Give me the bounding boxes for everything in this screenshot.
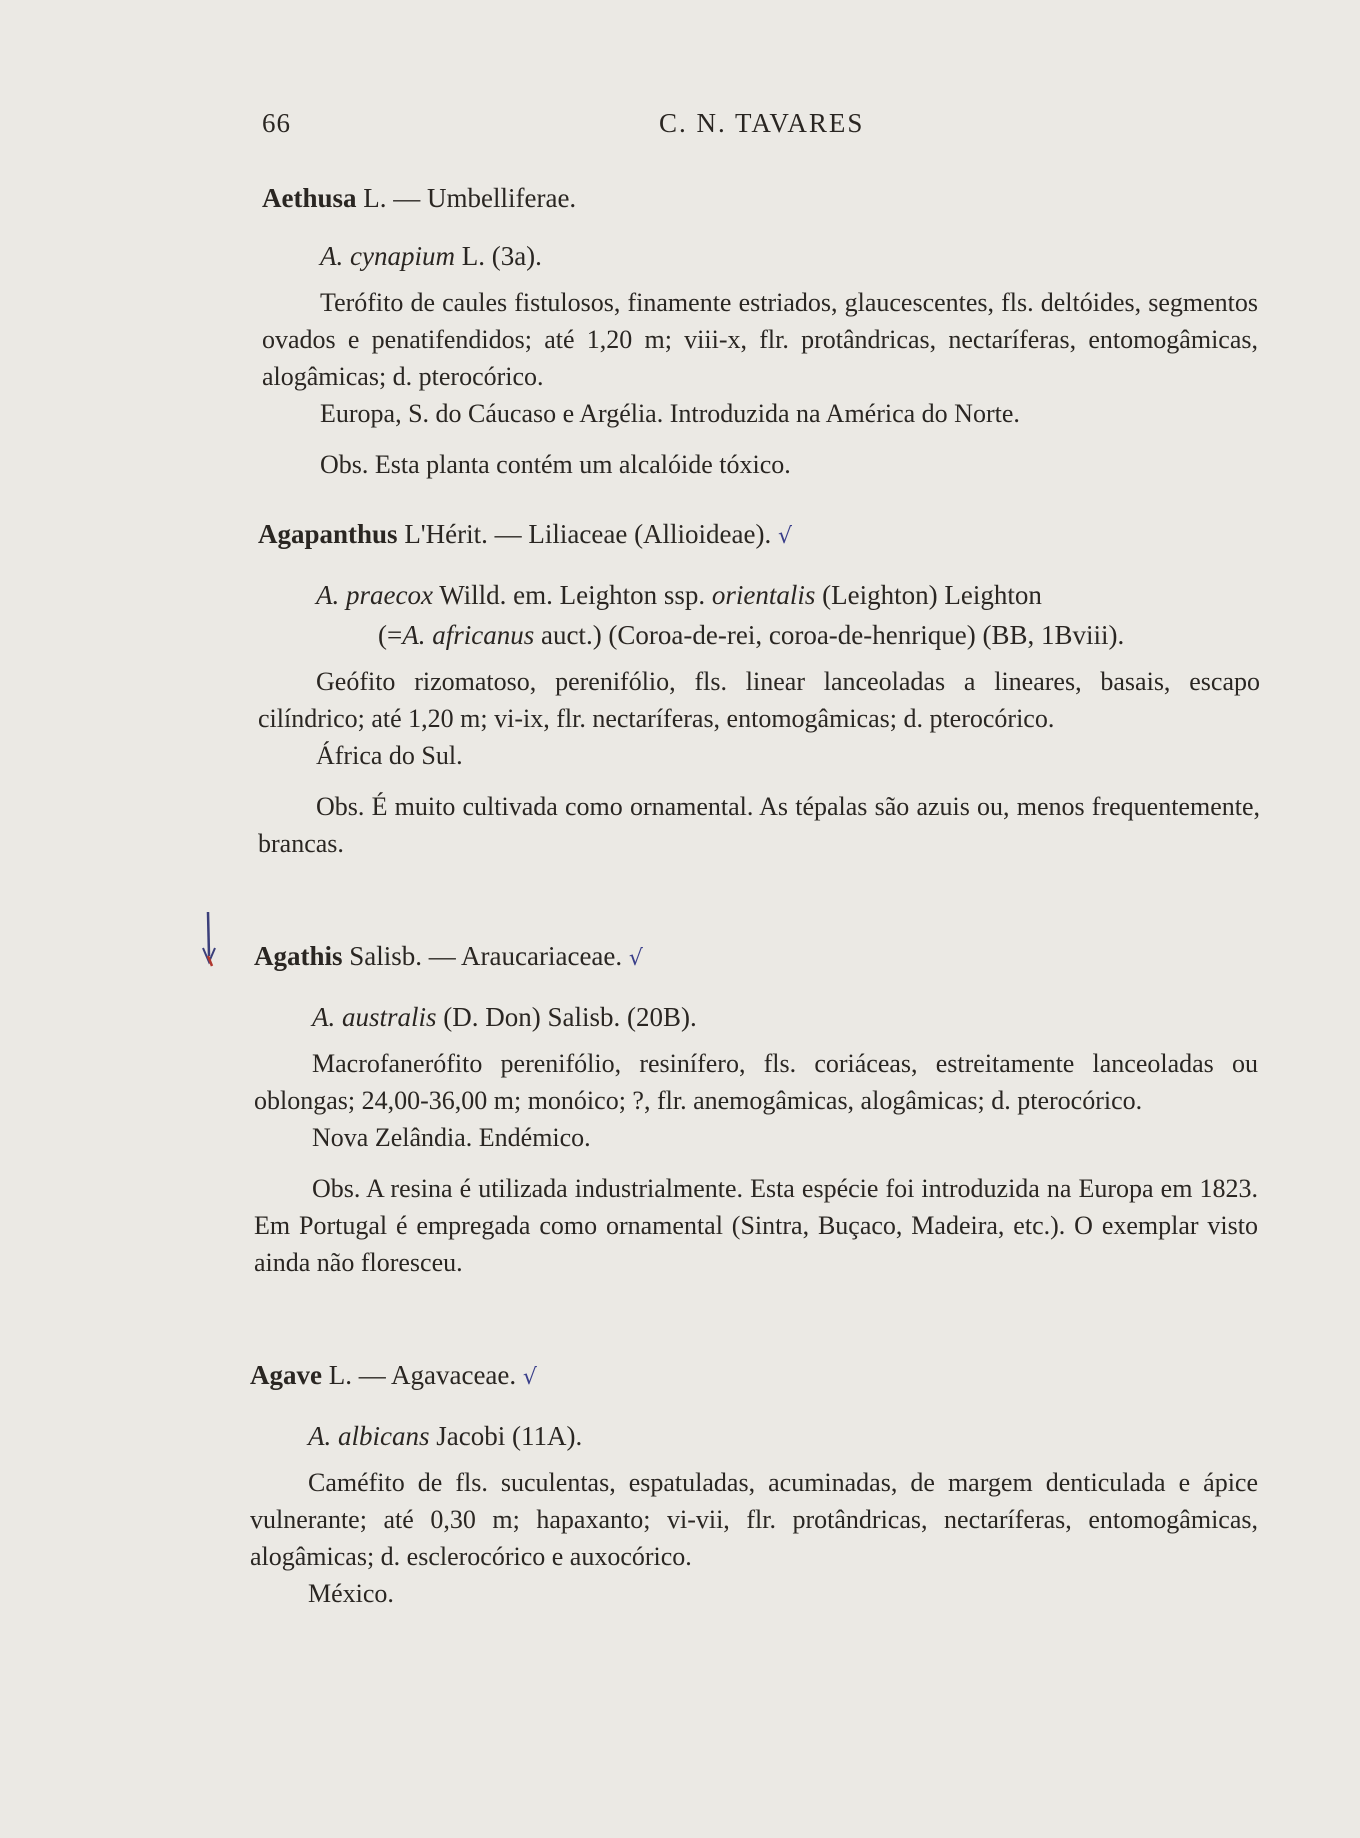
genus-authority-family: Salisb. — Araucariaceae. [342, 941, 623, 971]
species-genus-abbr: A. [308, 1421, 338, 1451]
species-observation: Obs. Esta planta contém um alcalóide tóxico. [320, 450, 791, 479]
entry-aethusa [262, 178, 1258, 483]
species-heading [250, 1416, 1258, 1456]
species-description: Geófito rizomatoso, perenifólio, fls. linear lanceoladas a lineares, basais, escapo cilíndrico; até 1,20 m; vi-ix, flr. nectaríferas, entomogâmicas; d. pterocórico. [258, 667, 1260, 733]
synonym-name: A. africanus [402, 620, 535, 650]
species-observation: Obs. É muito cultivada como ornamental. As tépalas são azuis ou, menos frequentemente, brancas. [258, 792, 1260, 858]
check-mark: √ [522, 1365, 537, 1390]
check-mark: √ [778, 524, 793, 549]
genus-authority-family: L'Hérit. — Liliaceae (Allioideae). [397, 519, 772, 549]
check-mark: √ [628, 946, 643, 971]
genus-name: Agave [250, 1360, 322, 1390]
species-authority: Jacobi (11A). [429, 1421, 583, 1451]
species-description: Caméfito de fls. suculentas, espatuladas, acuminadas, de margem denticulada e ápice vulnerante; até 0,30 m; hapaxanto; vi-vii, flr. protândricas, nectaríferas, entomogâmicas, alogâmicas; d. esclerocórico e auxocórico. [250, 1468, 1258, 1571]
page-number: 66 [262, 108, 291, 138]
species-heading [258, 575, 1260, 615]
species-heading [254, 997, 1258, 1037]
genus-authority-family: L. — Agavaceae. [321, 1360, 517, 1390]
species-description: Macrofanerófito perenifólio, resinífero, fls. coriáceas, estreitamente lanceoladas ou oblongas; 24,00-36,00 m; monóico; ?, flr. anemogâmicas, alogâmicas; d. pterocórico. [254, 1049, 1258, 1115]
genus-heading [262, 178, 1258, 218]
genus-heading [258, 514, 1260, 557]
genus-heading [254, 936, 1258, 979]
species-authority: (D. Don) Salisb. (20B). [436, 1002, 697, 1032]
species-epithet: australis [342, 1002, 437, 1032]
species-epithet: albicans [338, 1421, 430, 1451]
species-distribution: África do Sul. [316, 741, 463, 770]
species-genus-abbr: A. [320, 241, 350, 271]
species-description: Terófito de caules fistulosos, finamente estriados, glaucescentes, fls. deltóides, segmentos ovados e penatifendidos; até 1,20 m; viii-x, flr. protândricas, nectaríferas, entomogâmicas, alogâmicas; d. pterocórico. [262, 288, 1258, 391]
species-genus-abbr: A. [312, 1002, 342, 1032]
species-heading [262, 236, 1258, 276]
subspecies-epithet: orientalis [711, 580, 816, 610]
entry-agathis [254, 936, 1258, 1281]
species-epithet: praecox [346, 580, 433, 610]
species-distribution: Europa, S. do Cáucaso e Argélia. Introduzida na América do Norte. [320, 399, 1020, 428]
genus-name: Aethusa [262, 183, 357, 213]
genus-heading [250, 1355, 1258, 1398]
entry-agapanthus [258, 514, 1260, 862]
subspecies-authority: (Leighton) Leighton [815, 580, 1042, 610]
synonym-prefix: (= [378, 620, 403, 650]
genus-name: Agathis [254, 941, 343, 971]
entry-agave [250, 1355, 1258, 1612]
species-authority: L. (3a). [454, 241, 542, 271]
species-epithet: cynapium [350, 241, 455, 271]
running-author: C. N. TAVARES [659, 108, 865, 138]
synonym-common-names: auct.) (Coroa-de-rei, coroa-de-henrique) (BB, 1Bviii). [534, 620, 1125, 650]
species-observation: Obs. A resina é utilizada industrialmente. Esta espécie foi introduzida na Europa em 1823. Em Portugal é empregada como ornamental (Sintra, Buçaco, Madeira, etc.). O exemplar visto ainda não floresceu. [254, 1174, 1258, 1277]
species-distribution: Nova Zelândia. Endémico. [312, 1123, 591, 1152]
genus-authority-family: L. — Umbelliferae. [356, 183, 577, 213]
species-synonym-line [258, 615, 1260, 655]
genus-name: Agapanthus [258, 519, 398, 549]
species-authority: Willd. em. Leighton ssp. [432, 580, 712, 610]
running-header [262, 108, 1240, 144]
margin-pencil-mark-icon [200, 910, 222, 968]
species-distribution: México. [308, 1579, 394, 1608]
species-genus-abbr: A. [316, 580, 346, 610]
